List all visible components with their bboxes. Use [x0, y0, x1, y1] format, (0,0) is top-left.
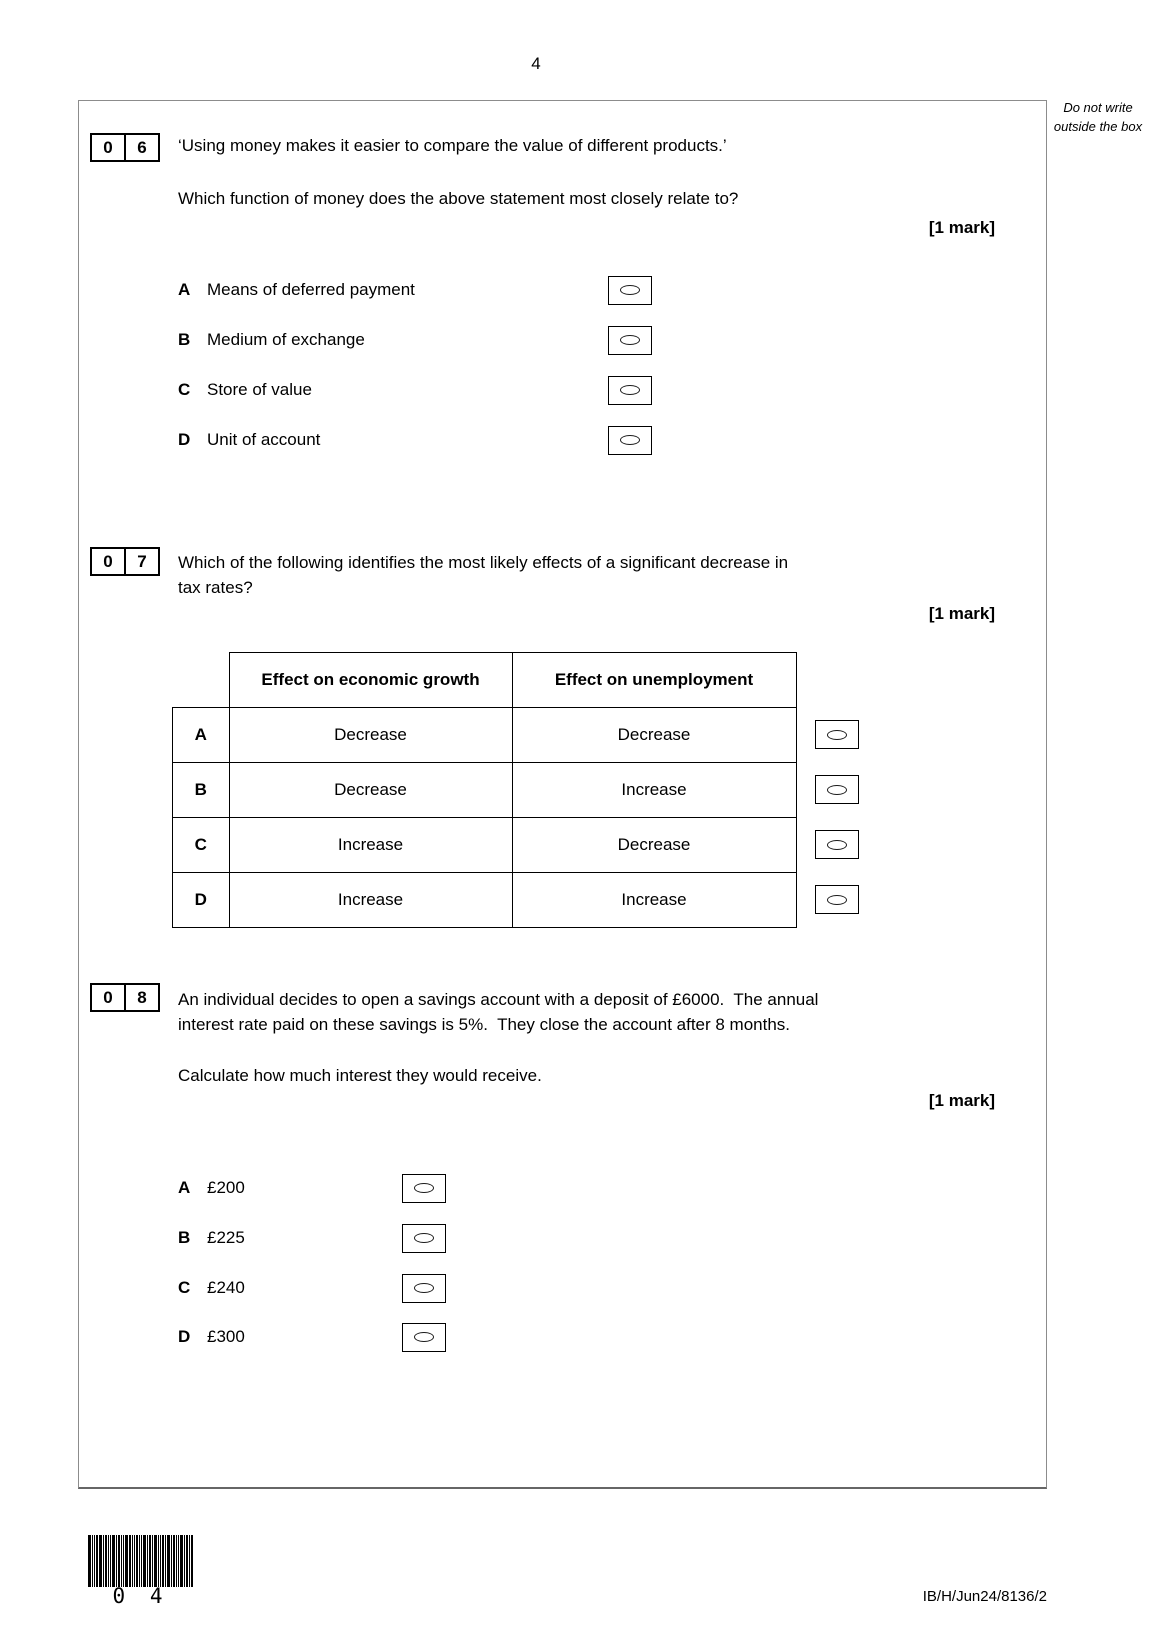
marks-label: [1 mark]	[928, 604, 995, 623]
option-letter: A	[178, 280, 191, 299]
question-number-digit: 8	[124, 983, 160, 1012]
lozenge-oval-icon	[620, 385, 640, 395]
table-header-cell: Effect on economic growth	[229, 653, 512, 708]
option-letter: D	[178, 430, 191, 449]
marks-label: [1 mark]	[928, 1091, 995, 1110]
table-letter-cell: C	[173, 818, 230, 873]
table-cell: Increase	[512, 763, 796, 818]
answer-lozenge[interactable]	[402, 1224, 446, 1253]
question-prompt-line: ‘Using money makes it easier to compare the value of different products.’	[178, 136, 727, 155]
lozenge-oval-icon	[414, 1283, 434, 1293]
answer-lozenge[interactable]	[608, 326, 652, 355]
question-number-digit: 6	[124, 133, 160, 162]
lozenge-oval-icon	[827, 840, 847, 850]
table-corner-cell	[173, 653, 230, 708]
answer-lozenge[interactable]	[608, 276, 652, 305]
question-number-box	[90, 133, 160, 162]
table-cell: Decrease	[229, 763, 512, 818]
answer-lozenge[interactable]	[402, 1274, 446, 1303]
option-letter: C	[178, 380, 191, 399]
question-prompt-line: Which of the following identifies the most likely effects of a significant decrease in	[178, 553, 789, 572]
lozenge-oval-icon	[827, 895, 847, 905]
lozenge-oval-icon	[414, 1233, 434, 1243]
table-cell: Decrease	[512, 818, 796, 873]
lozenge-oval-icon	[414, 1332, 434, 1342]
answer-lozenge[interactable]	[815, 830, 859, 859]
table-letter-cell: A	[173, 708, 230, 763]
effects-table	[172, 652, 797, 928]
option-row	[178, 425, 652, 455]
option-letter: C	[178, 1278, 191, 1297]
lozenge-oval-icon	[620, 335, 640, 345]
option-row	[178, 1273, 446, 1303]
option-text: Unit of account	[207, 430, 321, 449]
answer-lozenge[interactable]	[608, 376, 652, 405]
option-text: £300	[207, 1327, 245, 1346]
do-not-write-note: Do not write outside the box	[1053, 100, 1143, 134]
option-row	[178, 275, 652, 305]
answer-lozenge[interactable]	[815, 720, 859, 749]
option-letter: A	[178, 1178, 191, 1197]
question-number-box	[90, 547, 160, 576]
option-letter: B	[178, 1228, 191, 1247]
option-text: £225	[207, 1228, 245, 1247]
marks-label: [1 mark]	[928, 218, 995, 237]
option-row	[178, 325, 652, 355]
question-number-digit: 7	[124, 547, 160, 576]
question-prompt-line: An individual decides to open a savings account with a deposit of £6000. The annual	[178, 990, 819, 1009]
table-cell: Increase	[229, 873, 512, 928]
barcode	[88, 1535, 193, 1587]
page-number: 4	[531, 54, 541, 73]
paper-reference-code: IB/H/Jun24/8136/2	[922, 1588, 1047, 1605]
option-letter: B	[178, 330, 191, 349]
option-letter: D	[178, 1327, 191, 1346]
option-row	[178, 375, 652, 405]
option-row	[178, 1173, 446, 1203]
lozenge-oval-icon	[827, 730, 847, 740]
table-letter-cell: B	[173, 763, 230, 818]
barcode-label: 0 4	[112, 1584, 169, 1608]
option-text: £240	[207, 1278, 245, 1297]
answer-lozenge[interactable]	[815, 885, 859, 914]
option-row	[178, 1322, 446, 1352]
option-text: £200	[207, 1178, 245, 1197]
table-header-cell: Effect on unemployment	[512, 653, 796, 708]
question-number-digit: 0	[90, 133, 126, 162]
lozenge-oval-icon	[620, 435, 640, 445]
option-row	[178, 1223, 446, 1253]
lozenge-oval-icon	[827, 785, 847, 795]
question-prompt-line: interest rate paid on these savings is 5%. They close the account after 8 months.	[178, 1015, 791, 1034]
answer-lozenge[interactable]	[815, 775, 859, 804]
option-text: Means of deferred payment	[207, 280, 415, 299]
answer-lozenge[interactable]	[402, 1323, 446, 1352]
question-number-digit: 0	[90, 547, 126, 576]
option-text: Medium of exchange	[207, 330, 365, 349]
table-cell: Increase	[512, 873, 796, 928]
question-number-digit: 0	[90, 983, 126, 1012]
lozenge-oval-icon	[414, 1183, 434, 1193]
answer-lozenge[interactable]	[608, 426, 652, 455]
question-instruction: Calculate how much interest they would receive.	[178, 1066, 542, 1085]
table-cell: Decrease	[512, 708, 796, 763]
lozenge-oval-icon	[620, 285, 640, 295]
table-cell: Increase	[229, 818, 512, 873]
question-prompt-line: tax rates?	[178, 578, 253, 597]
table-letter-cell: D	[173, 873, 230, 928]
answer-lozenge[interactable]	[402, 1174, 446, 1203]
option-text: Store of value	[207, 380, 312, 399]
question-prompt-line: Which function of money does the above statement most closely relate to?	[178, 189, 739, 208]
question-number-box	[90, 983, 160, 1012]
table-cell: Decrease	[229, 708, 512, 763]
